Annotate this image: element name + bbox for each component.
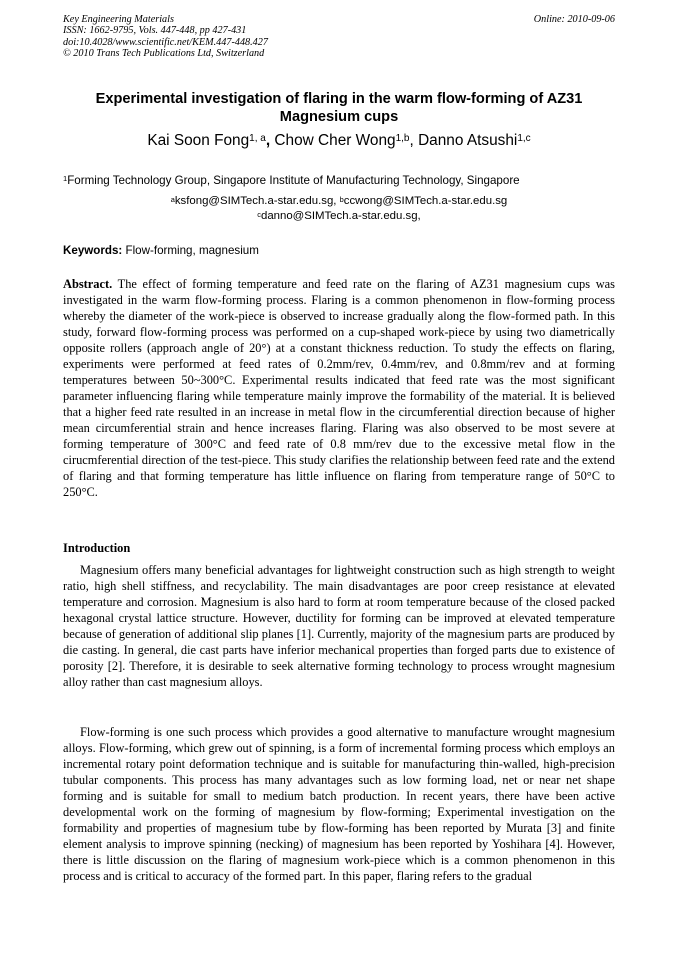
affiliation <box>63 174 615 188</box>
abstract-text: The effect of forming temperature and feed rate on the flaring of AZ31 magnesium cups was investigated in the warm flow-forming process. Flaring is a common phenomenon in flow-forming process whereby the diameter of the work-piece is observed to increase gradually along the flow-formed path. In this study, forward flow-forming process was performed on a cup-shaped work-piece by using two diametrically opposite rollers (approach angle of 20°) at a constant thickness reduction. To study the effects on flaring, experiments were performed at feed rates of 0.2mm/rev, 0.4mm/rev, and 0.8mm/rev and at forming temperatures between 50~300°C. Experimental results indicated that feed rate was the most significant parameter influencing flaring while temperature mainly improve the formability of the material. It is believed that a higher feed rate resulted in an increase in metal flow in the circumferential direction because of higher mean circumferential strain and hence increases flaring. Flaring was also observed to be most severe at forming temperature of 300°C and feed rate of 0.8 mm/rev due to the excessive metal flow in the cirucmferential direction of the test-piece. This study clarifies the relationship between feed rate and the extend of flaring and that forming temperature has little influence on flaring from temperature range of 50°C to 250°C. <box>63 277 615 499</box>
title-line-2: Magnesium cups <box>279 109 399 125</box>
journal-copyright: © 2010 Trans Tech Publications Ltd, Switzerland <box>63 48 265 60</box>
email-address[interactable]: ccwong@SIMTech.a-star.edu.sg <box>343 195 508 207</box>
author-emails <box>63 194 615 224</box>
abstract <box>63 276 615 500</box>
author-separator: , <box>409 132 419 149</box>
keywords-label: Keywords: <box>63 244 123 257</box>
email-mark: c <box>257 210 261 219</box>
author-affiliation-mark: 1, a <box>249 133 266 144</box>
affiliation-text: Forming Technology Group, Singapore Institute of Manufacturing Technology, Singapore <box>67 174 520 187</box>
journal-doi: doi:10.4028/www.scientific.net/KEM.447-448.427 <box>63 36 268 48</box>
journal-issn: ISSN: 1662-9795, Vols. 447-448, pp 427-431 <box>63 25 247 37</box>
paper-title <box>63 90 615 126</box>
author-list <box>63 132 615 150</box>
affiliation-mark: 1 <box>63 174 68 183</box>
author-name: Chow Cher Wong <box>274 132 396 149</box>
author-affiliation-mark: 1,b <box>395 133 410 144</box>
keywords-text: Flow-forming, magnesium <box>122 244 259 257</box>
email-line-2 <box>63 209 615 224</box>
email-line-1 <box>63 194 615 209</box>
author-name: Danno Atsushi <box>418 132 518 149</box>
keywords <box>63 244 615 258</box>
author-name: Kai Soon Fong <box>147 132 250 149</box>
journal-name: Key Engineering Materials <box>63 14 174 25</box>
journal-info <box>63 14 268 60</box>
email-address[interactable]: ksfong@SIMTech.a-star.edu.sg, <box>174 195 340 207</box>
email-mark: b <box>339 195 344 204</box>
section-heading-introduction: Introduction <box>63 541 131 555</box>
introduction-paragraph-1: Magnesium offers many beneficial advantages for lightweight construction such as high strength to weight ratio, high shell stiffness, and recyclability. The main disadvantages are poor creep resistance at elevated temperature and corrosion. Magnesium is also hard to form at room temperature because of the closed packed hexagonal crystal lattice structure. However, ductility for forming can be improved at elevated temperature because of generation of additional slip planes [1]. Currently, majority of the magnesium parts are produced by die casting. In general, die cast parts have inferior mechanical properties than forged parts due to existence of porosity [2]. Therefore, it is desirable to seek alternative forming technology to process wrought magnesium alloy rather than cast magnesium alloys. <box>63 563 615 689</box>
email-mark: a <box>170 195 175 204</box>
introduction-paragraph-2: Flow-forming is one such process which provides a good alternative to manufacture wrought magnesium alloys. Flow-forming, which grew out of spinning, is a form of incremental forming process which employs an incremental rotary point deformation technique and is suitable for manufacturing thin-walled, high-precision tubular components. This process has many advantages such as low forming load, net or near net shape forming and is suitable for small to medium batch production. In recent years, there have been active developmental work on the forming of magnesium by flow-forming; Experimental investigation on the formability and properties of magnesium tube by flow-forming has been reported by Murata [3] and finite element analysis to improve spinning (necking) of magnesium has been reported by Yoshihara [4]. However, there is little discussion on the flaring of magnesium work-piece which is a common phenomenon in this process and is critical to accuracy of the formed part. In this paper, flaring refers to the gradual <box>63 725 615 883</box>
abstract-label: Abstract. <box>63 277 113 291</box>
author-affiliation-mark: 1,c <box>517 133 531 144</box>
online-date: Online: 2010-09-06 <box>533 14 615 25</box>
author-separator: , <box>265 132 275 149</box>
email-address[interactable]: danno@SIMTech.a-star.edu.sg, <box>260 210 421 222</box>
title-line-1: Experimental investigation of flaring in the warm flow-forming of AZ31 <box>95 91 583 107</box>
